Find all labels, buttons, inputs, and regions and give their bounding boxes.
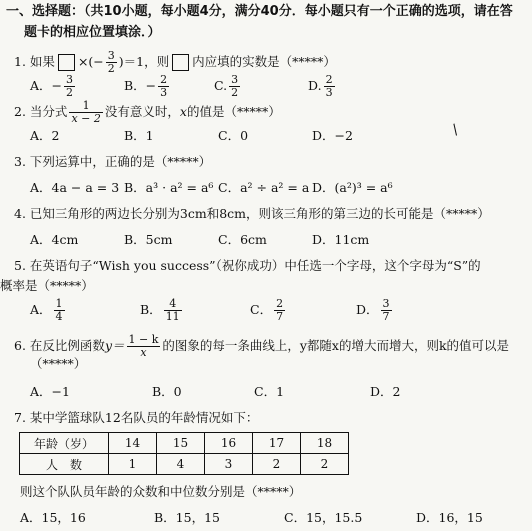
table-cell: 18 [301, 433, 349, 454]
option-c: C．0 [218, 128, 249, 143]
question-7-text: 某中学篮球队12名队员的年龄情况如下： [29, 410, 259, 425]
question-4-text: 已知三角形的两边长分别为3cm和8cm，则该三角形的第三边的长可能是（*****） [29, 206, 490, 221]
option-d [308, 74, 337, 99]
option-c: C．a² ÷ a² = a [218, 180, 310, 195]
denominator: 7 [276, 310, 284, 323]
option-b [124, 74, 171, 99]
denominator: 11 [165, 310, 180, 323]
numerator: 3 [231, 73, 239, 86]
option-c [250, 298, 287, 323]
table-cell: 3 [205, 454, 253, 475]
question-6-text-pre: 在反比例函数 [29, 338, 105, 353]
option-d [356, 298, 394, 323]
option-c: C．1 [254, 384, 285, 399]
option-label: C． [250, 302, 273, 317]
question-number: 6. [14, 338, 26, 353]
question-number: 3. [14, 154, 26, 169]
denominator: 2 [107, 62, 115, 75]
fraction [229, 74, 240, 99]
question-3-text: 下列运算中，正确的是（*****） [29, 154, 212, 169]
numerator: 2 [276, 297, 284, 310]
option-label: B．− [124, 78, 157, 93]
table-cell: 14 [109, 433, 157, 454]
option-d: D．11cm [312, 232, 370, 247]
table-cell: 4 [157, 454, 205, 475]
question-2-text-pre: 当分式 [29, 104, 68, 119]
question-7 [14, 410, 258, 426]
question-1-text-mid: ×(− [77, 54, 104, 69]
table-cell: 人 数 [20, 454, 109, 475]
question-7-prompt: 则这个队队员年龄的众数和中位数分别是（*****） [20, 484, 302, 499]
table-cell: 2 [301, 454, 349, 475]
table-cell: 1 [109, 454, 157, 475]
option-b [140, 298, 184, 323]
table-cell: 年龄（岁） [20, 433, 109, 454]
numerator: 3 [66, 73, 74, 86]
fraction [64, 74, 75, 99]
option-a: A．2 [30, 128, 60, 143]
section-title-line-1: 一、选择题：（共10小题，每小题4分，满分40分．每小题只有一个正确的选项，请在答 [6, 4, 513, 19]
function-lhs: y＝ [104, 338, 125, 353]
table-cell: 15 [157, 433, 205, 454]
question-6-text-post: 的图象的每一条曲线上，y都随x的增大而增大，则k的值可以是 [162, 338, 510, 353]
denominator: 2 [66, 86, 74, 99]
numerator: 2 [325, 73, 333, 86]
fraction [127, 334, 161, 359]
option-a: A．−1 [30, 384, 70, 399]
option-label: A．− [30, 78, 63, 93]
option-d: D．−2 [312, 128, 353, 143]
question-6-continued: （*****） [30, 356, 87, 371]
option-a [30, 298, 67, 323]
question-5-text: 在英语句子“Wish you success”（祝你成功）中任选一个字母，这个字母为“S”的 [29, 258, 481, 273]
numerator: 3 [382, 297, 390, 310]
denominator: 4 [55, 310, 63, 323]
table-row [20, 454, 349, 475]
question-4 [14, 206, 490, 222]
question-1-text-mid2: )＝1，则 [118, 54, 170, 69]
question-number: 4. [14, 206, 26, 221]
option-b: B．5cm [124, 232, 173, 247]
question-5 [14, 258, 481, 274]
question-number: 7. [14, 410, 26, 425]
denominator: x − 2 [71, 112, 101, 125]
option-label: A． [30, 302, 52, 317]
question-3 [14, 154, 211, 170]
table-row [20, 433, 349, 454]
option-label: D． [356, 302, 379, 317]
table-cell: 17 [253, 433, 301, 454]
pen-mark: / [449, 121, 462, 139]
fraction [158, 74, 169, 99]
question-1-text-post: 内应填的实数是（*****） [192, 54, 336, 69]
option-label: C. [214, 78, 228, 93]
option-a: A．4cm [30, 232, 79, 247]
numerator: 1 − k [128, 333, 159, 346]
fraction [324, 74, 335, 99]
question-number: 1. [14, 54, 26, 69]
question-1-text-pre: 如果 [29, 54, 55, 69]
option-label: B． [140, 302, 162, 317]
denominator: 7 [382, 310, 390, 323]
section-title-line-2: 题卡的相应位置填涂．） [24, 25, 161, 40]
question-number: 2. [14, 104, 26, 119]
blank-box [58, 54, 75, 71]
question-2-text-post: 没有意义时， [104, 104, 180, 119]
option-d: D．16，15 [416, 510, 483, 525]
question-number: 5. [14, 258, 26, 273]
numerator: 4 [164, 298, 182, 311]
numerator: 3 [107, 49, 115, 62]
option-c: C．15，15.5 [284, 510, 363, 525]
variable: x [179, 104, 187, 119]
denominator: 2 [231, 86, 239, 99]
table-cell: 2 [253, 454, 301, 475]
option-b: B．1 [124, 128, 154, 143]
denominator: 3 [325, 86, 333, 99]
question-1 [14, 50, 336, 75]
option-label: D. [308, 78, 322, 93]
option-b: B．a³ · a² = a⁶ [124, 180, 214, 195]
option-c: C．6cm [218, 232, 267, 247]
fraction [54, 298, 65, 323]
numerator: 2 [160, 73, 168, 86]
fraction [69, 100, 102, 125]
option-a [30, 74, 77, 99]
option-a: A．4a − a = 3 [30, 180, 120, 195]
denominator: x [140, 346, 147, 359]
fraction [106, 50, 117, 75]
denominator: 3 [160, 86, 168, 99]
blank-box [172, 54, 189, 71]
numerator: 1 [55, 297, 63, 310]
table-cell: 16 [205, 433, 253, 454]
option-b: B．15，15 [154, 510, 220, 525]
fraction [164, 298, 182, 323]
question-2 [14, 100, 281, 125]
numerator: 1 [69, 100, 102, 113]
option-a: A．15，16 [20, 510, 86, 525]
option-c [214, 74, 242, 99]
question-6 [14, 334, 509, 359]
age-table [19, 432, 349, 475]
option-d: D．2 [370, 384, 401, 399]
option-d: D．(a²)³ = a⁶ [312, 180, 393, 195]
fraction [381, 298, 392, 323]
option-b: B．0 [152, 384, 182, 399]
question-2-text-post2: 的值是（*****） [186, 104, 281, 119]
question-5-continued: 概率是（*****） [0, 278, 94, 293]
fraction [274, 298, 285, 323]
